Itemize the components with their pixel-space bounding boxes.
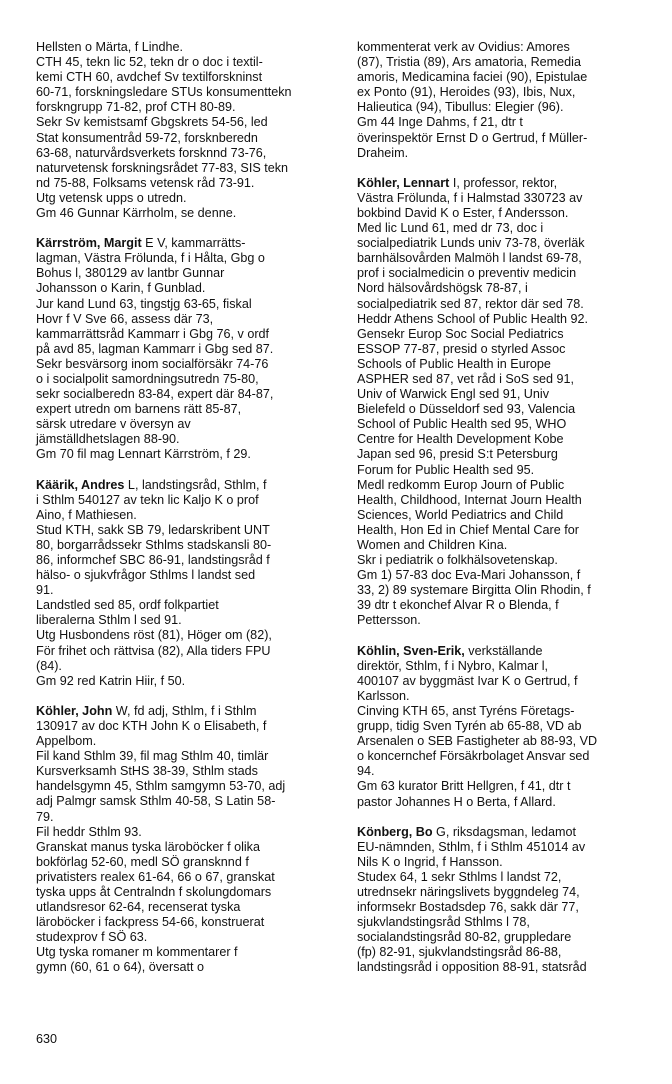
entry-line [357, 583, 657, 598]
entry-text: tyska upps åt Centralndn f skolungdomars [36, 884, 272, 899]
entry-line [36, 85, 336, 100]
entry-text: Bohus l, 380129 av lantbr Gunnar [36, 266, 225, 281]
entry-line [357, 372, 657, 387]
entry-name: Köhler, Lennart [357, 175, 450, 190]
entry-line [36, 327, 336, 342]
entry-line [357, 357, 657, 372]
entry-line [36, 161, 336, 176]
entry-line [36, 100, 336, 115]
entry-text: Pettersson. [357, 613, 421, 628]
entry-text: Sekr Sv kemistsamf Gbgskrets 54-56, led [36, 115, 268, 130]
entry-text: EU-nämnden, Sthlm, f i Sthlm 451014 av [357, 839, 586, 854]
entry-line [357, 251, 657, 266]
entry-text: Med lic Lund 61, med dr 73, doc i [357, 221, 544, 236]
entry-line [357, 659, 657, 674]
entry-text: sjukvlandstingsråd Sthlms l 78, [357, 915, 530, 930]
entry-text: Gm 44 Inge Dahms, f 21, dtr t [357, 115, 523, 130]
entry-text: CTH 45, tekn lic 52, tekn dr o doc i textil- [36, 55, 263, 70]
entry-line [357, 40, 657, 55]
entry-line [36, 915, 336, 930]
entry-line [36, 659, 336, 674]
entry-line [357, 281, 657, 296]
entry-text: 79. [36, 809, 54, 824]
entry-text: informsekr Bostadsdep 76, sakk där 77, [357, 900, 579, 915]
entry-text: nd 75-88, Folksams vetensk råd 73-91. [36, 175, 255, 190]
entry-line [36, 523, 336, 538]
entry-line [36, 131, 336, 146]
biography-entry [357, 825, 657, 976]
entry-text: Gm 63 kurator Britt Hellgren, f 41, dtr t [357, 779, 571, 794]
entry-text: överinspektör Ernst D o Gertrud, f Müller- [357, 130, 588, 145]
entry-text: Stat konsumentråd 59-72, forsknberedn [36, 130, 258, 145]
entry-text: lagman, Västra Frölunda, f i Hålta, Gbg o [36, 251, 265, 266]
entry-line [36, 900, 336, 915]
entry-text: särsk utredare v översyn av [36, 417, 191, 432]
entry-line [36, 840, 336, 855]
entry-line [36, 387, 336, 402]
entry-line [36, 417, 336, 432]
entry-line [357, 523, 657, 538]
entry-text: i Sthlm 540127 av tekn lic Kaljo K o prof [36, 492, 259, 507]
entry-line [36, 493, 336, 508]
entry-text: naturvetensk forskningsrådet 77-83, SIS tekn [36, 160, 289, 175]
entry-line [357, 613, 657, 628]
entry-text: o koncernchef Försäkrbolaget Ansvar sed [357, 749, 590, 764]
entry-line [357, 493, 657, 508]
entry-line [357, 840, 657, 855]
entry-text: direktör, Sthlm, f i Nybro, Kalmar l, [357, 658, 549, 673]
entry-line [36, 447, 336, 462]
entry-line [36, 266, 336, 281]
entry-text: pastor Johannes H o Berta, f Allard. [357, 794, 556, 809]
entry-line [357, 447, 657, 462]
entry-text: (84). [36, 658, 62, 673]
entry-text: (87), Tristia (89), Ars amatoria, Remedia [357, 55, 581, 70]
entry-line [357, 855, 657, 870]
right-column [357, 40, 657, 991]
entry-line [36, 281, 336, 296]
entry-line [357, 206, 657, 221]
entry-text: Heddr Athens School of Public Health 92. [357, 311, 589, 326]
entry-line [36, 553, 336, 568]
entry-line [357, 146, 657, 161]
entry-text: forskngrupp 71-82, prof CTH 80-89. [36, 100, 236, 115]
entry-line [357, 945, 657, 960]
entry-line [357, 674, 657, 689]
entry-text: landstingsråd i opposition 88-91, statsråd [357, 960, 587, 975]
entry-line [357, 115, 657, 130]
entry-text: Health, Childhood, Internat Journ Health [357, 492, 582, 507]
entry-text: Granskat manus tyska läroböcker f olika [36, 839, 260, 854]
entry-line [357, 930, 657, 945]
entry-line [36, 764, 336, 779]
entry-text: Nils K o Ingrid, f Hansson. [357, 854, 503, 869]
entry-text: School of Public Health sed 95, WHO [357, 417, 567, 432]
entry-text: Gm 46 Gunnar Kärrholm, se denne. [36, 206, 237, 221]
entry-text: kemi CTH 60, avdchef Sv textilforskninst [36, 70, 263, 85]
entry-text: verkställande [464, 643, 543, 658]
entry-line [36, 70, 336, 85]
entry-line [36, 598, 336, 613]
entry-line [36, 432, 336, 447]
entry-line [357, 221, 657, 236]
entry-text: Fil kand Sthlm 39, fil mag Sthlm 40, timlär [36, 749, 269, 764]
entry-line [357, 960, 657, 975]
entry-text: på avd 85, lagman Kammarr i Gbg sed 87. [36, 341, 274, 356]
entry-line [357, 342, 657, 357]
entry-line [357, 704, 657, 719]
entry-text: handelsgymn 45, Sthlm samgymn 53-70, adj [36, 779, 286, 794]
entry-text: ESSOP 77-87, presid o styrled Assoc [357, 341, 566, 356]
entry-text: Gensekr Europ Soc Social Pediatrics [357, 326, 564, 341]
entry-text: 63-68, naturvårdsverkets forsknnd 73-76, [36, 145, 267, 160]
entry-text: Karlsson. [357, 688, 410, 703]
entry-line [36, 146, 336, 161]
entry-line [36, 644, 336, 659]
entry-text: Gm 1) 57-83 doc Eva-Mari Johansson, f [357, 568, 581, 583]
entry-text: liberalerna Sthlm l sed 91. [36, 613, 182, 628]
entry-line [36, 55, 336, 70]
left-column [36, 40, 336, 991]
entry-text: Appelbom. [36, 734, 97, 749]
entry-text: Landstled sed 85, ordf folkpartiet [36, 598, 219, 613]
entry-line [36, 402, 336, 417]
entry-text: 60-71, forskningsledare STUs konsumenttekn [36, 85, 292, 100]
entry-text: läroböcker i fackpress 54-66, konstruerat [36, 915, 265, 930]
entry-text: o i socialpolit samordningsutredn 75-80, [36, 371, 259, 386]
entry-text: bokbind David K o Ester, f Andersson. [357, 205, 569, 220]
entry-line [357, 749, 657, 764]
entry-line [36, 342, 336, 357]
entry-text: kommenterat verk av Ovidius: Amores [357, 40, 570, 54]
entry-line [36, 674, 336, 689]
entry-line [357, 538, 657, 553]
entry-text: 94. [357, 764, 375, 779]
entry-line [36, 206, 336, 221]
entry-line [36, 297, 336, 312]
entry-text: socialandstingsråd 80-82, gruppledare [357, 930, 572, 945]
entry-line [36, 945, 336, 960]
entry-line [357, 689, 657, 704]
entry-line [357, 312, 657, 327]
entry-line [357, 885, 657, 900]
entry-text: sekr socialberedn 83-84, expert där 84-87, [36, 387, 274, 402]
entry-line [36, 734, 336, 749]
entry-text: socialpediatrik Lunds univ 73-78, överläk [357, 236, 585, 251]
entry-line [357, 553, 657, 568]
entry-text: E V, kammarrätts- [141, 236, 246, 251]
entry-name: Kärrström, Margit [36, 236, 142, 251]
entry-line [357, 297, 657, 312]
entry-text: Women and Children Kina. [357, 538, 508, 552]
entry-name: Köhler, John [36, 703, 113, 718]
entry-text: kammarrättsråd Kammarr i Gbg 76, v ordf [36, 326, 270, 341]
entry-line [357, 191, 657, 206]
entry-text: Gm 70 fil mag Lennart Kärrström, f 29. [36, 447, 251, 462]
entry-text: Utg vetensk upps o utredn. [36, 190, 187, 205]
entry-line [36, 960, 336, 975]
entry-text: 91. [36, 583, 54, 598]
entry-name: Käärik, Andres [36, 477, 125, 492]
entry-text: För frihet och rättvisa (82), Alla tiders FPU [36, 643, 271, 658]
entry-text: 39 dtr t ekonchef Alvar R o Blenda, f [357, 598, 559, 613]
entry-text: Arsenalen o SEB Fastigheter ab 88-93, VD [357, 734, 598, 749]
entry-line [357, 644, 657, 659]
entry-text: 80, borgarrådssekr Sthlms stadskansli 80- [36, 537, 272, 552]
entry-line [357, 779, 657, 794]
entry-line [36, 583, 336, 598]
entry-line [36, 312, 336, 327]
entry-line [36, 870, 336, 885]
biography-entry [357, 40, 657, 161]
entry-line [36, 508, 336, 523]
entry-line [357, 55, 657, 70]
entry-text: (fp) 82-91, sjukvlandstingsråd 86-88, [357, 945, 562, 960]
entry-text: W, fd adj, Sthlm, f i Sthlm [112, 703, 257, 718]
entry-text: 400107 av byggmäst Ivar K o Gertrud, f [357, 673, 578, 688]
entry-line [357, 100, 657, 115]
entry-line [36, 749, 336, 764]
entry-line [357, 568, 657, 583]
entry-text: Utg Husbondens röst (81), Höger om (82), [36, 628, 272, 643]
entry-text: adj Palmgr samsk Sthlm 40-58, S Latin 58- [36, 794, 276, 809]
entry-text: ex Ponto (91), Heroides (93), Ibis, Nux, [357, 85, 576, 100]
entry-text: G, riksdagsman, ledamot [432, 824, 577, 839]
entry-text: 86, informchef SBC 86-91, landstingsråd f [36, 553, 270, 567]
entry-text: Forum for Public Health sed 95. [357, 462, 535, 477]
entry-text: Fil heddr Sthlm 93. [36, 824, 142, 839]
entry-line [36, 855, 336, 870]
entry-line [36, 478, 336, 493]
entry-line [36, 115, 336, 130]
entry-line [357, 734, 657, 749]
entry-line [357, 432, 657, 447]
entry-text: Gm 92 red Katrin Hiir, f 50. [36, 673, 186, 688]
entry-line [357, 870, 657, 885]
entry-text: Cinving KTH 65, anst Tyréns Företags- [357, 703, 575, 718]
entry-line [357, 70, 657, 85]
entry-text: Hellsten o Märta, f Lindhe. [36, 40, 184, 54]
entry-line [36, 176, 336, 191]
entry-text: Medl redkomm Europ Journ of Public [357, 477, 565, 492]
biography-entry [36, 704, 336, 976]
biography-entry [357, 644, 657, 810]
entry-line [357, 478, 657, 493]
entry-text: Studex 64, 1 sekr Sthlms l landst 72, [357, 869, 562, 884]
entry-text: jämställdhetslagen 88-90. [36, 432, 180, 447]
entry-line [357, 598, 657, 613]
entry-text: 33, 2) 89 systemare Birgitta Olin Rhodin, f [357, 583, 591, 598]
entry-text: barnhälsovården Malmöh l landst 69-78, [357, 251, 582, 266]
biography-entry [36, 40, 336, 221]
entry-text: Jur kand Lund 63, tingstjg 63-65, fiskal [36, 296, 252, 311]
entry-line [357, 417, 657, 432]
entry-text: amoris, Medicamina faciei (90), Epistulae [357, 70, 588, 85]
entry-line [357, 463, 657, 478]
entry-line [36, 794, 336, 809]
entry-text: socialpediatrik sed 87, rektor där sed 78. [357, 296, 584, 311]
entry-line [36, 719, 336, 734]
entry-text: Health, Hon Ed in Chief Mental Care for [357, 522, 579, 537]
entry-name: Köhlin, Sven-Erik, [357, 643, 465, 658]
entry-text: Johansson o Karin, f Gunblad. [36, 281, 206, 296]
entry-line [36, 779, 336, 794]
entry-text: Japan sed 96, presid S:t Petersburg [357, 447, 558, 462]
entry-line [357, 266, 657, 281]
entry-text: ASPHER sed 87, vet råd i SoS sed 91, [357, 371, 575, 386]
entry-text: Sciences, World Pediatrics and Child [357, 507, 564, 522]
entry-text: Utg tyska romaner m kommentarer f [36, 945, 238, 960]
entry-text: expert utredn om barnens rätt 85-87, [36, 402, 242, 417]
entry-text: Västra Frölunda, f i Halmstad 330723 av [357, 190, 583, 205]
entry-line [357, 131, 657, 146]
entry-line [357, 85, 657, 100]
entry-line [36, 372, 336, 387]
entry-line [36, 357, 336, 372]
entry-line [36, 613, 336, 628]
entry-text: Nord hälsovårdshögsk 78-87, i [357, 281, 528, 296]
biography-entry [36, 478, 336, 689]
entry-text: Halieutica (94), Tibullus: Elegier (96). [357, 100, 564, 115]
entry-line [357, 402, 657, 417]
entry-line [36, 191, 336, 206]
biography-entry [357, 176, 657, 629]
entry-line [36, 40, 336, 55]
entry-line [357, 719, 657, 734]
entry-line [36, 825, 336, 840]
entry-line [357, 825, 657, 840]
entry-text: Hovr f V Sve 66, assess där 73, [36, 311, 214, 326]
entry-line [357, 176, 657, 191]
entry-line [357, 508, 657, 523]
entry-text: Univ of Warwick Engl sed 91, Univ [357, 387, 550, 402]
entry-line [357, 387, 657, 402]
entry-text: Bielefeld o Düsseldorf sed 93, Valencia [357, 402, 576, 417]
entry-text: Draheim. [357, 145, 409, 160]
entry-line [357, 915, 657, 930]
entry-line [36, 568, 336, 583]
entry-name: Könberg, Bo [357, 824, 433, 839]
entry-text: Stud KTH, sakk SB 79, ledarskribent UNT [36, 522, 270, 537]
entry-line [36, 810, 336, 825]
entry-line [36, 628, 336, 643]
entry-text: Centre for Health Development Kobe [357, 432, 564, 447]
entry-text: privatisters realex 61-64, 66 o 67, granskat [36, 869, 275, 884]
entry-line [357, 327, 657, 342]
entry-text: 130917 av doc KTH John K o Elisabeth, f [36, 718, 267, 733]
entry-text: Kursverksamh StHS 38-39, Sthlm stads [36, 764, 258, 779]
entry-line [36, 930, 336, 945]
entry-text: I, professor, rektor, [449, 175, 558, 190]
entry-text: studexprov f SÖ 63. [36, 930, 148, 945]
entry-line [357, 236, 657, 251]
entry-text: Skr i pediatrik o folkhälsovetenskap. [357, 553, 558, 568]
entry-text: prof i socialmedicin o preventiv medicin [357, 266, 577, 281]
entry-line [357, 764, 657, 779]
entry-line [357, 900, 657, 915]
entry-text: hälso- o sjukvfrågor Sthlms l landst sed [36, 568, 256, 583]
entry-line [36, 885, 336, 900]
entry-line [36, 236, 336, 251]
biography-entry [36, 236, 336, 462]
entry-line [357, 795, 657, 810]
entry-text: bokförlag 52-60, medl SÖ gransknnd f [36, 854, 249, 869]
entry-text: utrednsekr näringslivets byggndeleg 74, [357, 884, 580, 899]
entry-text: Aino, f Mathiesen. [36, 507, 137, 522]
entry-text: utlandsresor 62-64, recenserat tyska [36, 900, 241, 915]
page-number: 630 [36, 1032, 58, 1046]
entry-text: Sekr besvärsorg inom socialförsäkr 74-76 [36, 356, 269, 371]
entry-line [36, 251, 336, 266]
entry-text: Schools of Public Health in Europe [357, 356, 551, 371]
entry-text: grupp, tidig Sven Tyrén ab 65-88, VD ab [357, 719, 582, 734]
entry-line [36, 704, 336, 719]
entry-line [36, 538, 336, 553]
entry-text: L, landstingsråd, Sthlm, f [124, 477, 267, 492]
entry-text: gymn (60, 61 o 64), översatt o [36, 960, 205, 975]
